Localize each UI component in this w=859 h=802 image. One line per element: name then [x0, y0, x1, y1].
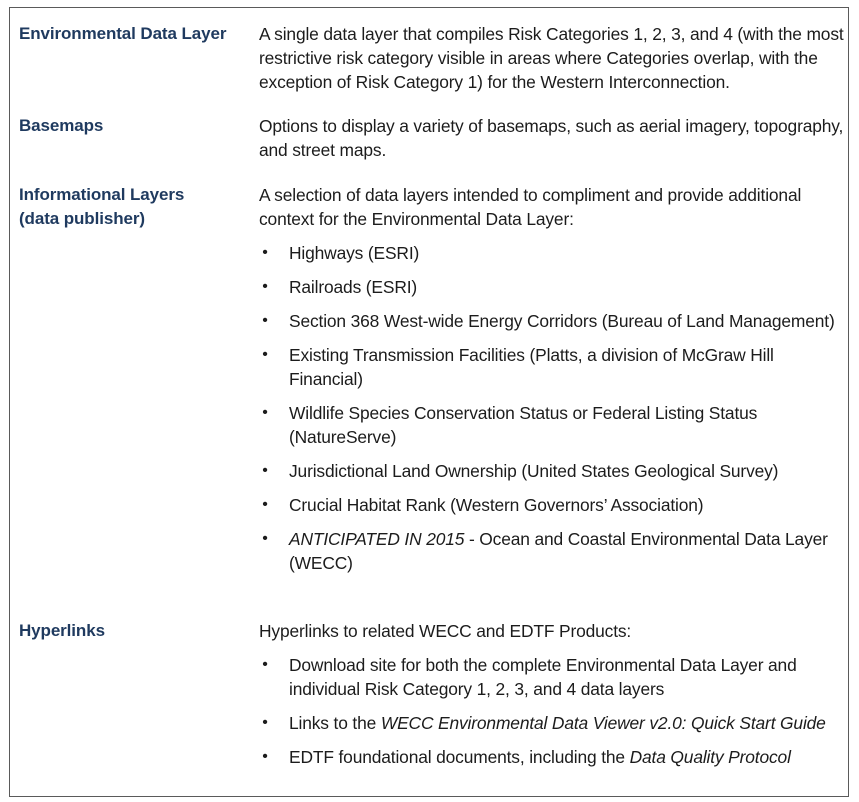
list-item-italic-text: WECC Environmental Data Viewer v2.0: Quick Start Guide [380, 713, 826, 733]
description-informational-layers [259, 183, 844, 575]
bullet-icon: • [262, 312, 268, 329]
list-item-text: Links to the [289, 713, 381, 733]
informational-layers-list [259, 241, 844, 575]
list-item [259, 653, 844, 701]
list-item-text: Existing Transmission Facilities (Platts, a division of McGraw Hill Financial) [289, 345, 774, 389]
term-basemaps: Basemaps [19, 116, 104, 135]
bullet-icon: • [262, 496, 268, 513]
list-item [259, 459, 844, 483]
bullet-icon: • [262, 748, 268, 765]
bullet-icon: • [262, 530, 268, 547]
description-text: A selection of data layers intended to compliment and provide additional context for the Environmental Data Layer: [259, 185, 802, 229]
term-hyperlinks: Hyperlinks [19, 621, 105, 640]
bullet-icon: • [262, 462, 268, 479]
list-item [259, 527, 844, 575]
description-text: Hyperlinks to related WECC and EDTF Products: [259, 621, 632, 641]
list-item [259, 241, 844, 265]
description-text: Options to display a variety of basemaps, such as aerial imagery, topography, and street maps. [259, 116, 844, 160]
description-basemaps [259, 114, 844, 162]
description-text: A single data layer that compiles Risk Categories 1, 2, 3, and 4 (with the most restrictive risk category visible in areas where Categories overlap, with the exception of Risk Category 1) for the Western Interconnection. [259, 24, 844, 92]
bullet-icon: • [262, 278, 268, 295]
list-item-text: Highways (ESRI) [289, 243, 420, 263]
list-item [259, 309, 844, 333]
list-item-italic-text: Data Quality Protocol [629, 747, 791, 767]
term-informational-layers [19, 183, 249, 231]
list-item-text: Crucial Habitat Rank (Western Governors’ Association) [289, 495, 704, 515]
list-item-italic-text: ANTICIPATED IN 2015 [289, 529, 465, 549]
list-item [259, 711, 844, 735]
list-item-text: Jurisdictional Land Ownership (United States Geological Survey) [289, 461, 779, 481]
list-item [259, 493, 844, 517]
description-hyperlinks [259, 619, 844, 769]
bullet-icon: • [262, 244, 268, 261]
list-item [259, 745, 844, 769]
list-item [259, 343, 844, 391]
bullet-icon: • [262, 656, 268, 673]
list-item-text: Section 368 West-wide Energy Corridors (Bureau of Land Management) [289, 311, 835, 331]
bullet-icon: • [262, 346, 268, 363]
list-item-text: Download site for both the complete Environmental Data Layer and individual Risk Category 1, 2, 3, and 4 data layers [289, 655, 797, 699]
list-item-text: - Ocean and Coastal Environmental Data Layer (WECC) [289, 529, 828, 573]
list-item-text: Railroads (ESRI) [289, 277, 418, 297]
bullet-icon: • [262, 404, 268, 421]
description-environmental-data-layer [259, 22, 844, 94]
list-item [259, 401, 844, 449]
hyperlinks-list [259, 653, 844, 769]
list-item-text: Wildlife Species Conservation Status or Federal Listing Status (NatureServe) [289, 403, 758, 447]
term-line: Informational Layers [19, 185, 185, 204]
list-item [259, 275, 844, 299]
list-item-text: EDTF foundational documents, including the [289, 747, 630, 767]
term-line: (data publisher) [19, 209, 145, 228]
definitions-table [9, 7, 849, 797]
bullet-icon: • [262, 714, 268, 731]
term-environmental-data-layer: Environmental Data Layer [19, 24, 227, 43]
